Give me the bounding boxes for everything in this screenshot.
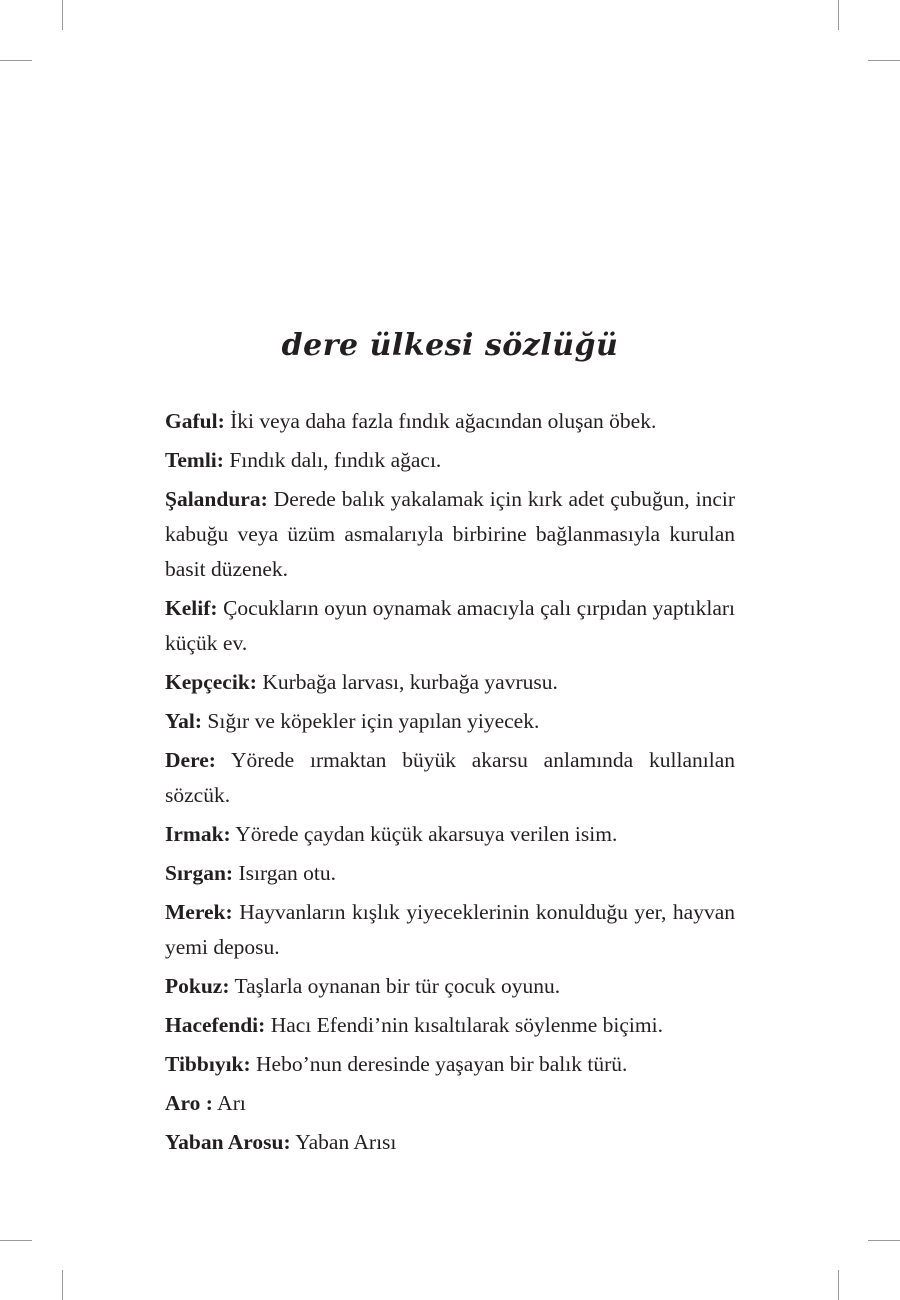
glossary-definition: Yörede ırmaktan büyük akarsu anlamında kullanılan sözcük. <box>165 748 735 807</box>
glossary-term: Gaful: <box>165 409 225 433</box>
glossary-definition: Derede balık yakalamak için kırk adet çubuğun, incir kabuğu veya üzüm asmalarıyla birbirine bağlanmasıyla kurulan basit düzenek. <box>165 487 736 581</box>
glossary-definition: Yörede çaydan küçük akarsuya verilen isim. <box>235 822 618 846</box>
glossary-definition: Taşlarla oynanan bir tür çocuk oyunu. <box>234 974 561 998</box>
glossary-term: Kelif: <box>165 596 218 620</box>
glossary-entry <box>165 743 735 813</box>
glossary-term: Aro : <box>165 1091 213 1115</box>
crop-mark-top-left <box>62 0 63 30</box>
glossary-entry <box>165 1047 735 1082</box>
glossary-entry <box>165 443 735 478</box>
glossary-term: Pokuz: <box>165 974 230 998</box>
crop-mark-bottom-left <box>62 1270 63 1300</box>
crop-mark-top-right <box>838 0 839 30</box>
glossary-definition: Sığır ve köpekler için yapılan yiyecek. <box>207 709 540 733</box>
page-title: dere ülkesi sözlüğü <box>281 328 619 363</box>
glossary-definition: Çocukların oyun oynamak amacıyla çalı çırpıdan yaptıkları küçük ev. <box>165 596 736 655</box>
glossary-definition: Isırgan otu. <box>238 861 337 885</box>
glossary-definition: Arı <box>217 1091 246 1115</box>
glossary-term: Şalandura: <box>165 487 268 511</box>
glossary-entry <box>165 704 735 739</box>
glossary-entry <box>165 665 735 700</box>
glossary-term: Sırgan: <box>165 861 234 885</box>
glossary-entry <box>165 969 735 1004</box>
glossary-definition: Hebo’nun deresinde yaşayan bir balık türü. <box>256 1052 628 1076</box>
glossary-entry <box>165 856 735 891</box>
glossary-definition: Hacı Efendi’nin kısaltılarak söylenme biçimi. <box>270 1013 663 1037</box>
glossary-term: Yal: <box>165 709 203 733</box>
crop-mark-bottom-right-h <box>868 1240 900 1241</box>
glossary-definition: Fındık dalı, fındık ağacı. <box>229 448 442 472</box>
glossary-list <box>165 404 735 1164</box>
glossary-definition: Yaban Arısı <box>295 1130 397 1154</box>
glossary-term: Kepçecik: <box>165 670 257 694</box>
glossary-entry <box>165 895 735 965</box>
glossary-entry <box>165 591 735 661</box>
glossary-entry <box>165 1008 735 1043</box>
glossary-definition: Hayvanların kışlık yiyeceklerinin konulduğu yer, hayvan yemi deposu. <box>165 900 735 959</box>
glossary-term: Tibbıyık: <box>165 1052 251 1076</box>
glossary-term: Temli: <box>165 448 224 472</box>
crop-mark-bottom-left-h <box>0 1240 32 1241</box>
glossary-term: Hacefendi: <box>165 1013 266 1037</box>
crop-mark-top-left-h <box>0 60 32 61</box>
crop-mark-bottom-right <box>838 1270 839 1300</box>
glossary-entry <box>165 1125 735 1160</box>
crop-mark-top-right-h <box>868 60 900 61</box>
glossary-entry <box>165 817 735 852</box>
glossary-entry <box>165 1086 735 1121</box>
glossary-entry <box>165 482 735 587</box>
glossary-term: Irmak: <box>165 822 231 846</box>
glossary-definition: Kurbağa larvası, kurbağa yavrusu. <box>262 670 558 694</box>
glossary-definition: İki veya daha fazla fındık ağacından oluşan öbek. <box>230 409 657 433</box>
glossary-term: Merek: <box>165 900 233 924</box>
glossary-term: Dere: <box>165 748 216 772</box>
glossary-entry <box>165 404 735 439</box>
glossary-term: Yaban Arosu: <box>165 1130 291 1154</box>
